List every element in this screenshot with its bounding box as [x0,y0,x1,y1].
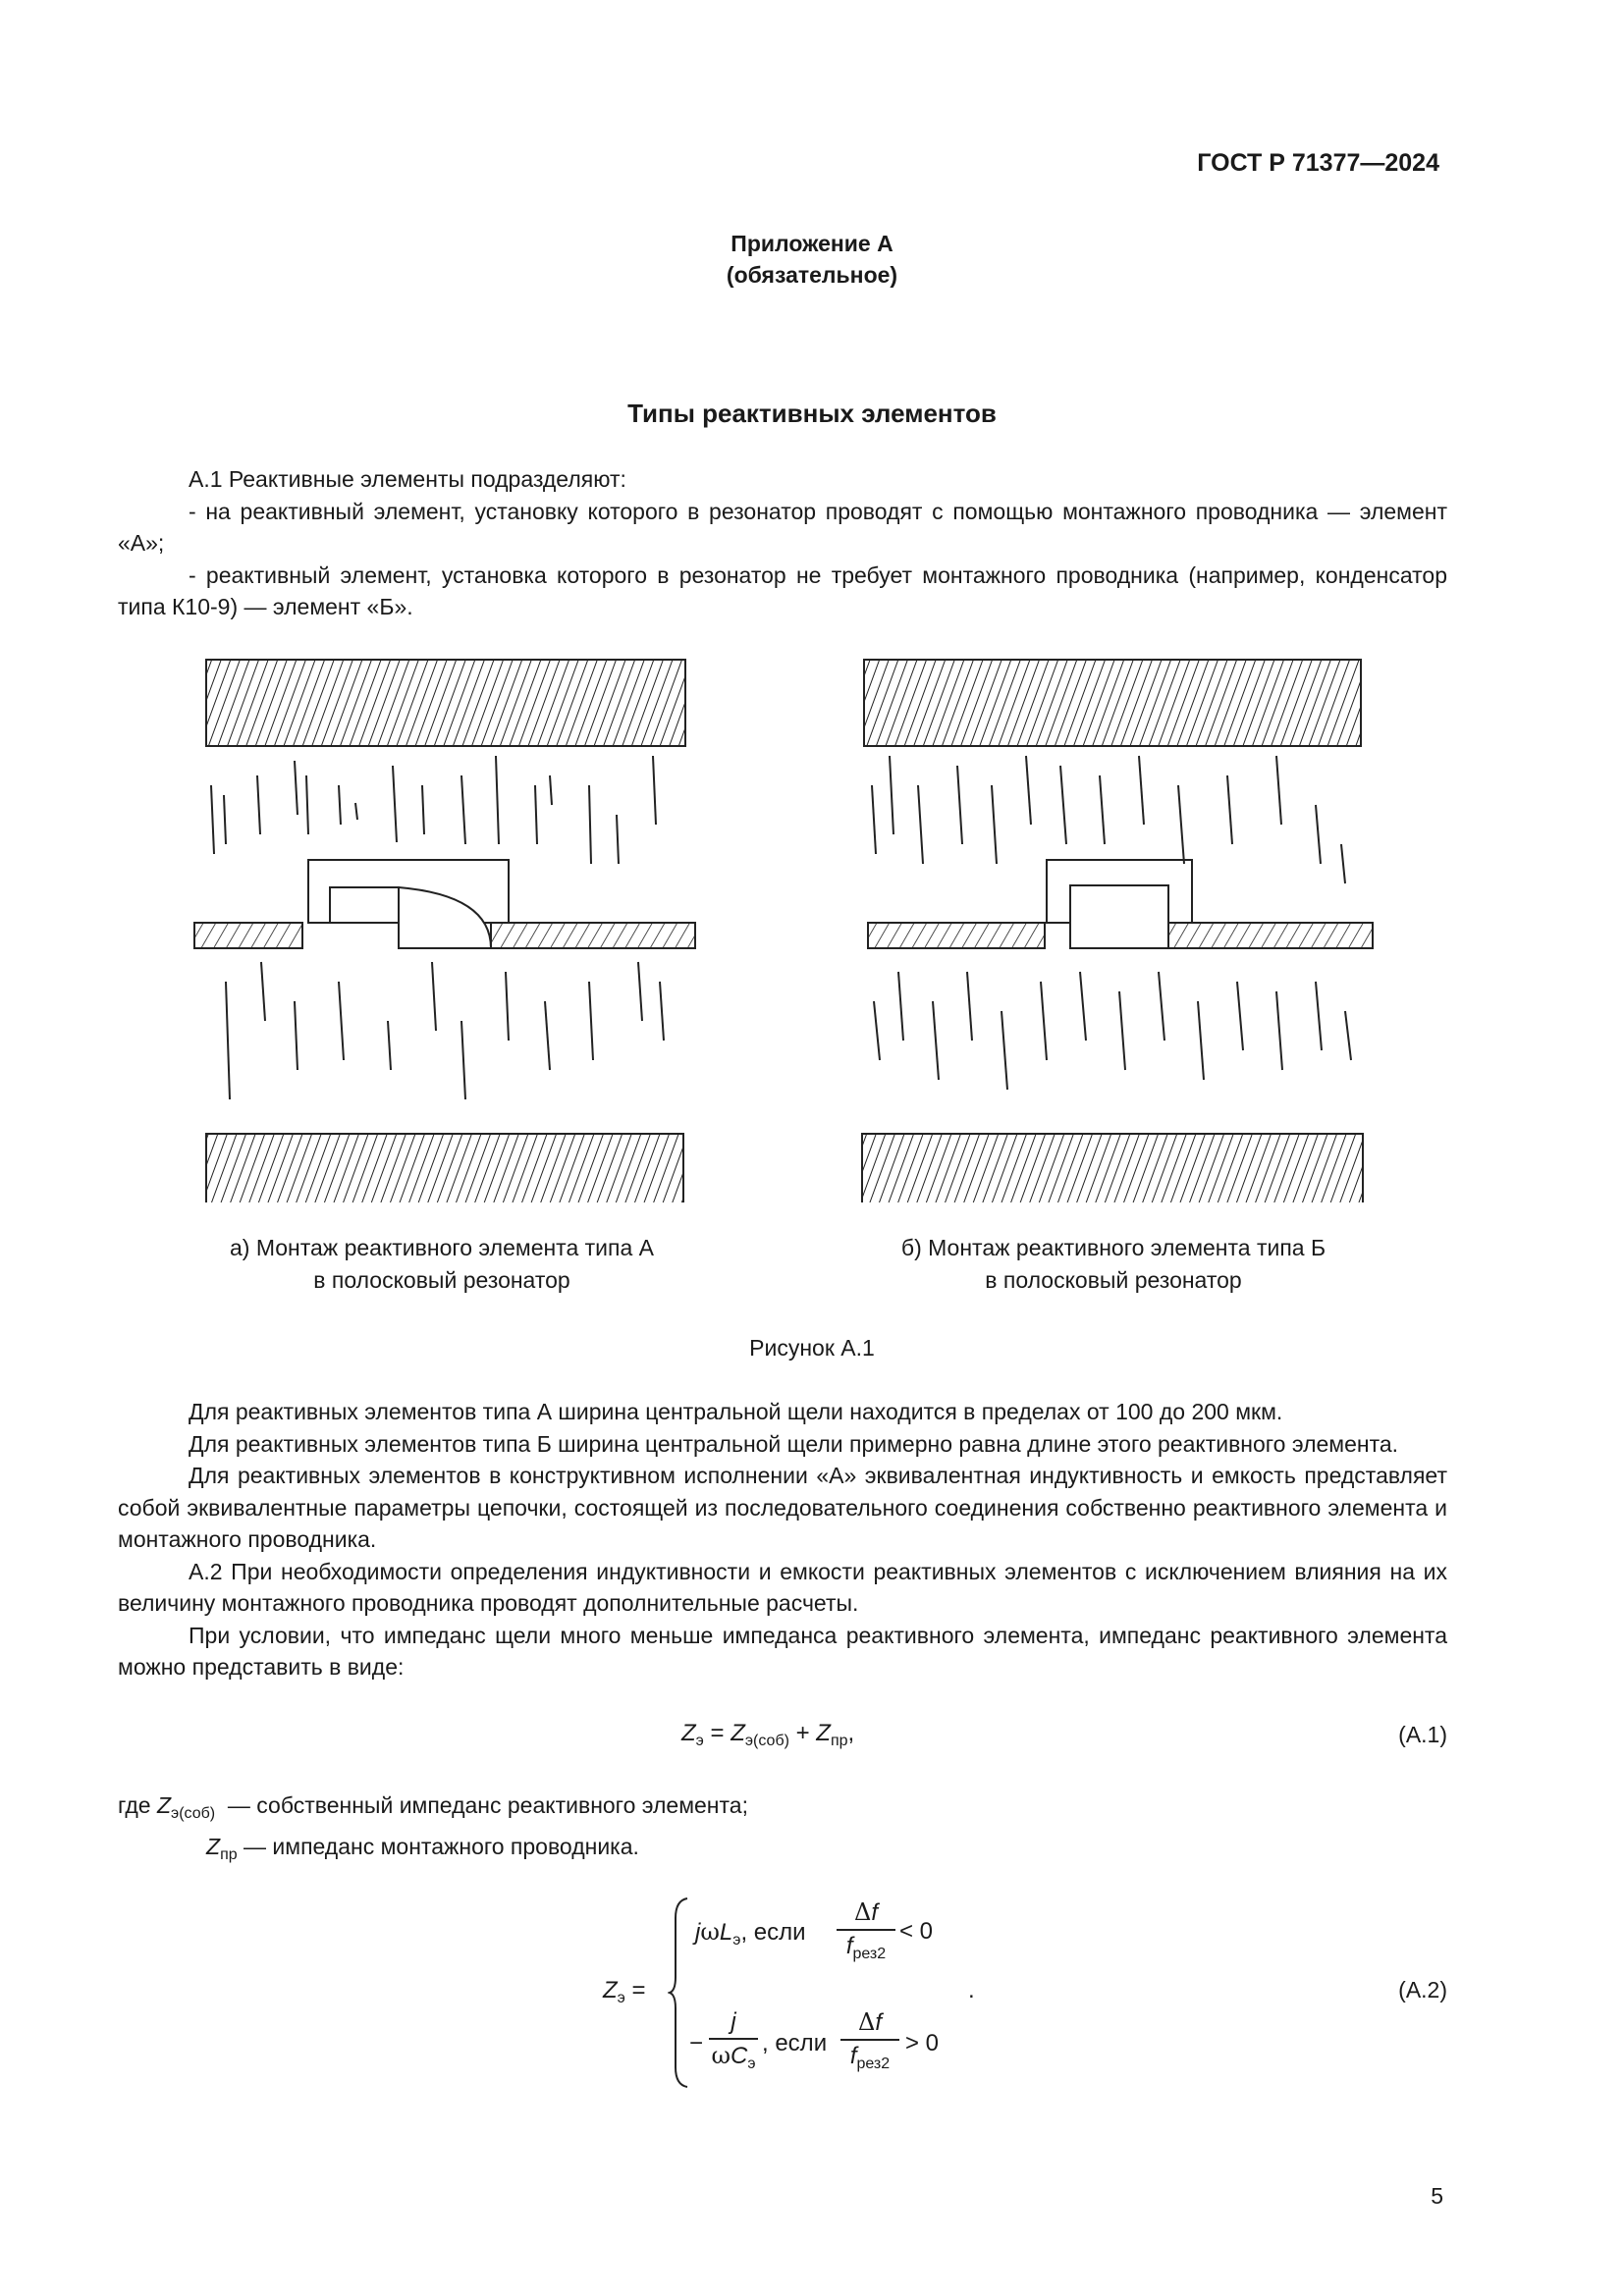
body-paragraph-4: А.2 При необходимости определения индуктивности и емкости реактивных элементов с исключением влияния на их величину монтажного проводника проводят дополнительные расчеты. [118,1558,1447,1616]
equation-a1-number: (А.1) [1398,1722,1447,1747]
figure-a-drawing [194,660,695,1202]
intro-paragraph-2: - на реактивный элемент, установку которого в резонатор проводят с помощью монтажного проводника — элемент «А»; [118,498,1447,556]
figure-b-drawing [862,660,1373,1202]
caption-a [187,1232,697,1297]
section-title: Типы реактивных элементов [627,399,997,428]
body-paragraph-5: При условии, что импеданс щели много меньше импеданса реактивного элемента, импеданс реактивного элемента можно представить в виде: [118,1622,1447,1680]
page-number: 5 [1431,2183,1443,2209]
body-text [118,1396,1447,1683]
where-line-2: $Z_{пр}$ — импеданс монтажного проводника. [206,1834,639,1863]
eq2-condition-1: , если [740,1919,806,1946]
caption-b [848,1232,1379,1297]
where-definition-2: — импеданс монтажного проводника. [244,1834,639,1859]
where-definition-1: — собственный импеданс реактивного элемента; [227,1792,748,1818]
caption-b-line1: б) Монтаж реактивного элемента типа Б [900,1235,1326,1260]
intro-paragraph-3: - реактивный элемент, установка которого в резонатор не требует монтажного проводника (например, конденсатор типа К10-9) — элемент «Б». [118,561,1447,619]
annex-status: (обязательное) [726,262,898,288]
caption-a-line2: в полосковый резонатор [313,1267,570,1293]
equation-a2: $Z_э$ = jωL$_э$, если Δf $f_{рез2}$ < 0 − j $\omega C_э$ , если Δf $f_{рез2}$ > 0 . [599,1895,1011,2091]
figure-title: Рисунок А.1 [749,1335,875,1361]
brace-icon [668,1895,691,2091]
body-paragraph-1: Для реактивных элементов типа А ширина центральной щели находится в пределах от 100 до 200 мкм. [189,1399,1283,1424]
where-line-1: где $Z_{э(соб)}$ — собственный импеданс реактивного элемента; [118,1792,748,1822]
caption-a-line1: а) Монтаж реактивного элемента типа А [229,1235,654,1260]
body-paragraph-2: Для реактивных элементов типа Б ширина центральной щели примерно равна длине этого реактивного элемента. [189,1430,1399,1457]
annex-heading [0,228,1624,291]
annex-title: Приложение А [731,231,893,256]
equation-a2-number: (А.2) [1398,1977,1447,2002]
figure-a1-drawing [182,653,1399,1202]
equation-a1: $Z_э = Z_{э(соб)} + Z_{пр}$, [681,1720,855,1749]
intro-paragraph-1: А.1 Реактивные элементы подразделяют: [189,466,626,492]
body-paragraph-3: Для реактивных элементов в конструктивном исполнении «А» эквивалентная индуктивность и емкость представляет собой эквивалентные параметры цепочки, состоящей из последовательного соединения собственно реактивного элемента и монтажного проводника. [118,1463,1447,1552]
standard-number: ГОСТ Р 71377—2024 [1197,149,1439,177]
eq2-condition-2: , если [762,2030,828,2056]
caption-b-line2: в полосковый резонатор [985,1267,1242,1293]
intro-text [118,463,1447,623]
